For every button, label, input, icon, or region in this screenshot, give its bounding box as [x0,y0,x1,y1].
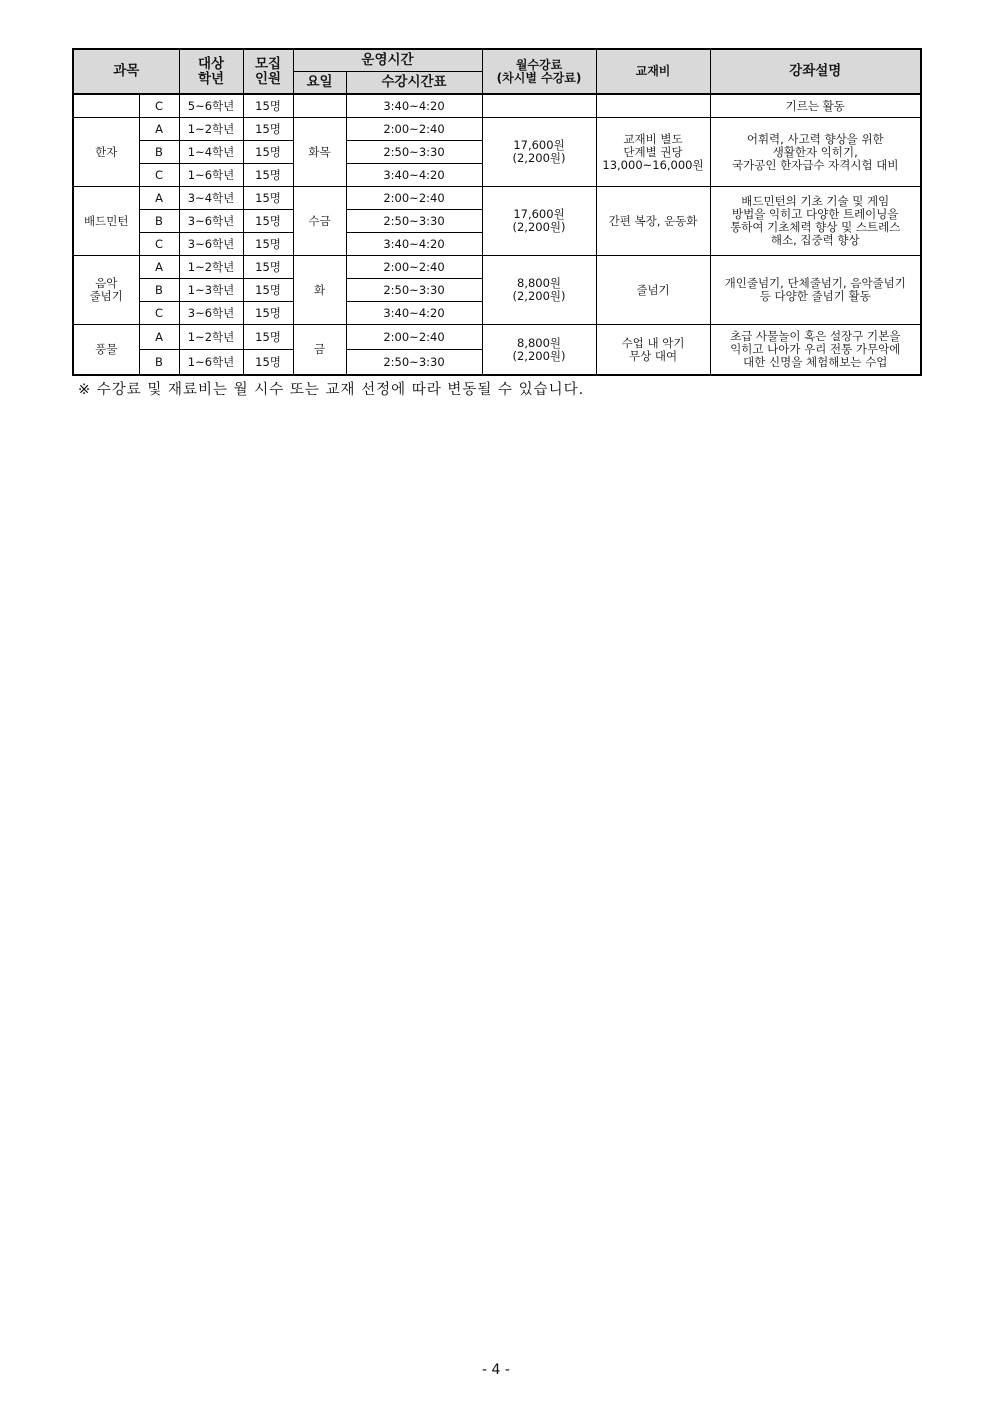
fee-cell: 17,600원 (2,200원) [482,118,596,187]
capacity-cell: 15명 [243,279,293,302]
class-cell: C [139,164,179,187]
header-operating-time: 운영시간 [293,49,482,72]
time-cell: 2:00~2:40 [346,325,482,350]
header-materials: 교재비 [596,49,710,94]
class-cell: B [139,141,179,164]
time-cell: 2:00~2:40 [346,118,482,141]
capacity-cell: 15명 [243,210,293,233]
class-cell: A [139,256,179,279]
table-row [73,187,921,210]
header-fee: 월수강료 (차시별 수강료) [482,49,596,94]
class-cell: C [139,233,179,256]
capacity-cell: 15명 [243,118,293,141]
grade-cell: 3~4학년 [179,187,243,210]
capacity-cell: 15명 [243,256,293,279]
class-cell: A [139,118,179,141]
time-cell: 2:00~2:40 [346,256,482,279]
time-cell: 3:40~4:20 [346,94,482,118]
grade-cell: 1~6학년 [179,164,243,187]
fee-cell: 8,800원 (2,200원) [482,325,596,376]
capacity-cell: 15명 [243,94,293,118]
grade-cell: 1~6학년 [179,350,243,376]
description-cell: 어휘력, 사고력 향상을 위한 생활한자 익히기, 국가공인 한자급수 자격시험 대비 [710,118,921,187]
class-cell: A [139,325,179,350]
description-cell: 개인줄넘기, 단체줄넘기, 음악줄넘기 등 다양한 줄넘기 활동 [710,256,921,325]
course-schedule-table [72,48,922,376]
table-row [73,94,921,118]
header-description: 강좌설명 [710,49,921,94]
capacity-cell: 15명 [243,141,293,164]
description-cell: 기르는 활동 [710,94,921,118]
capacity-cell: 15명 [243,302,293,325]
class-cell: B [139,350,179,376]
page-number: - 4 - [482,1362,510,1378]
header-day: 요일 [293,72,346,95]
grade-cell: 1~4학년 [179,141,243,164]
time-cell: 3:40~4:20 [346,233,482,256]
header-capacity: 모집 인원 [243,49,293,94]
table-row [73,256,921,279]
capacity-cell: 15명 [243,325,293,350]
day-cell: 수금 [293,187,346,256]
day-cell: 화 [293,256,346,325]
materials-cell: 줄넘기 [596,256,710,325]
materials-cell: 간편 복장, 운동화 [596,187,710,256]
time-cell: 2:50~3:30 [346,350,482,376]
table-row [73,118,921,141]
description-cell: 초급 사물놀이 혹은 설장구 기본을 익히고 나아가 우리 전통 가무악에 대한 신명을 체험해보는 수업 [710,325,921,376]
capacity-cell: 15명 [243,233,293,256]
day-cell: 화목 [293,118,346,187]
time-cell: 2:50~3:30 [346,279,482,302]
time-cell: 3:40~4:20 [346,164,482,187]
time-cell: 3:40~4:20 [346,302,482,325]
materials-cell: 수업 내 악기 무상 대여 [596,325,710,376]
materials-cell: 교재비 별도 단계별 권당 13,000~16,000원 [596,118,710,187]
grade-cell: 3~6학년 [179,233,243,256]
subject-cell [73,94,139,118]
class-cell: B [139,210,179,233]
capacity-cell: 15명 [243,350,293,376]
class-cell: A [139,187,179,210]
subject-cell: 음악 줄넘기 [73,256,139,325]
header-schedule: 수강시간표 [346,72,482,95]
grade-cell: 5~6학년 [179,94,243,118]
grade-cell: 3~6학년 [179,210,243,233]
subject-cell: 한자 [73,118,139,187]
grade-cell: 1~2학년 [179,118,243,141]
time-cell: 2:00~2:40 [346,187,482,210]
grade-cell: 1~3학년 [179,279,243,302]
fee-cell: 17,600원 (2,200원) [482,187,596,256]
fee-cell [482,94,596,118]
capacity-cell: 15명 [243,164,293,187]
grade-cell: 3~6학년 [179,302,243,325]
table-row [73,325,921,350]
day-cell: 금 [293,325,346,376]
header-grade: 대상 학년 [179,49,243,94]
fee-change-note: ※ 수강료 및 재료비는 월 시수 또는 교재 선정에 따라 변동될 수 있습니다. [78,382,585,398]
subject-cell: 풍물 [73,325,139,376]
class-cell: C [139,302,179,325]
day-cell [293,94,346,118]
subject-cell: 배드민턴 [73,187,139,256]
grade-cell: 1~2학년 [179,325,243,350]
grade-cell: 1~2학년 [179,256,243,279]
capacity-cell: 15명 [243,187,293,210]
description-cell: 배드민턴의 기초 기술 및 게임 방법을 익히고 다양한 트레이닝을 통하여 기초체력 향상 및 스트레스 해소, 집중력 향상 [710,187,921,256]
time-cell: 2:50~3:30 [346,141,482,164]
time-cell: 2:50~3:30 [346,210,482,233]
header-subject: 과목 [73,49,179,94]
fee-cell: 8,800원 (2,200원) [482,256,596,325]
materials-cell [596,94,710,118]
class-cell: C [139,94,179,118]
class-cell: B [139,279,179,302]
